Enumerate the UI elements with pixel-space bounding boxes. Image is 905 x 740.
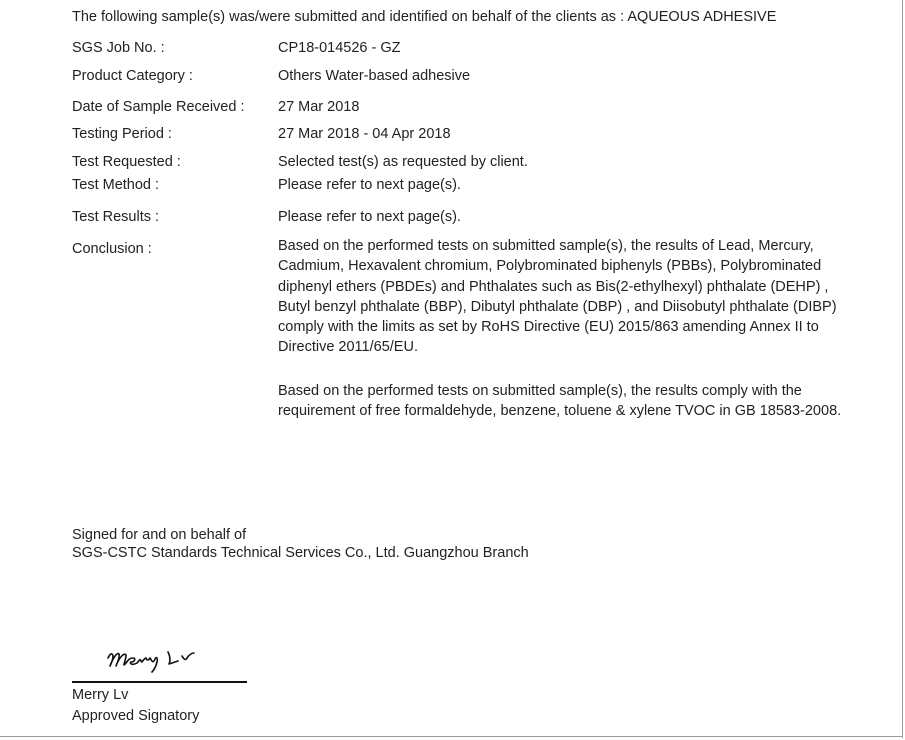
label-test-method: Test Method : <box>72 177 160 193</box>
label-conclusion: Conclusion : <box>72 241 152 257</box>
value-test-method: Please refer to next page(s). <box>278 177 461 193</box>
label-test-requested: Test Requested : <box>72 154 181 170</box>
conclusion-paragraph-tvoc: Based on the performed tests on submitted sample(s), the results comply with the requirement of free formaldehyde, benzene, toluene & xylene TVOC in GB 18583-2008. <box>278 383 842 420</box>
conclusion-paragraph-rohs: Based on the performed tests on submitted sample(s), the results of Lead, Mercury, Cadmium, Hexavalent chromium, Polybrominated biphenyls (PBBs), Polybrominated diphenyl ethers (PBDEs) and Phthalates such as Bis(2-ethylhexyl) phthalate (DEHP) , Butyl benzyl phthalate (BBP), Dibutyl phthalate (DBP) , and Diisobutyl phthalate (DIBP) comply with the limits as set by RoHS Directive (EU) 2015/863 amending Annex II to Directive 2011/65/EU. <box>278 238 837 356</box>
page-border-right <box>902 0 903 738</box>
value-test-results: Please refer to next page(s). <box>278 209 461 225</box>
value-job-no: CP18-014526 - GZ <box>278 40 401 56</box>
signatory-title: Approved Signatory <box>72 708 200 724</box>
label-testing-period: Testing Period : <box>72 126 172 142</box>
signed-line-1: Signed for and on behalf of <box>72 527 247 543</box>
value-test-requested: Selected test(s) as requested by client. <box>278 154 528 170</box>
label-job-no: SGS Job No. : <box>72 40 165 56</box>
handwritten-signature <box>100 636 220 682</box>
label-date-received: Date of Sample Received : <box>72 99 245 115</box>
value-product-category: Others Water-based adhesive <box>278 68 471 84</box>
intro-text: The following sample(s) was/were submitted and identified on behalf of the clients as : AQUEOUS ADHESIVE <box>72 9 777 25</box>
signed-company: SGS-CSTC Standards Technical Services Co., Ltd. Guangzhou Branch <box>72 545 529 561</box>
signature-line <box>72 681 247 683</box>
signed-on-behalf <box>72 526 529 562</box>
label-test-results: Test Results : <box>72 209 160 225</box>
value-date-received: 27 Mar 2018 <box>278 99 360 115</box>
page-border-bottom <box>0 736 903 737</box>
signatory-name: Merry Lv <box>72 687 129 703</box>
label-product-category: Product Category : <box>72 68 193 84</box>
value-testing-period: 27 Mar 2018 - 04 Apr 2018 <box>278 126 451 142</box>
